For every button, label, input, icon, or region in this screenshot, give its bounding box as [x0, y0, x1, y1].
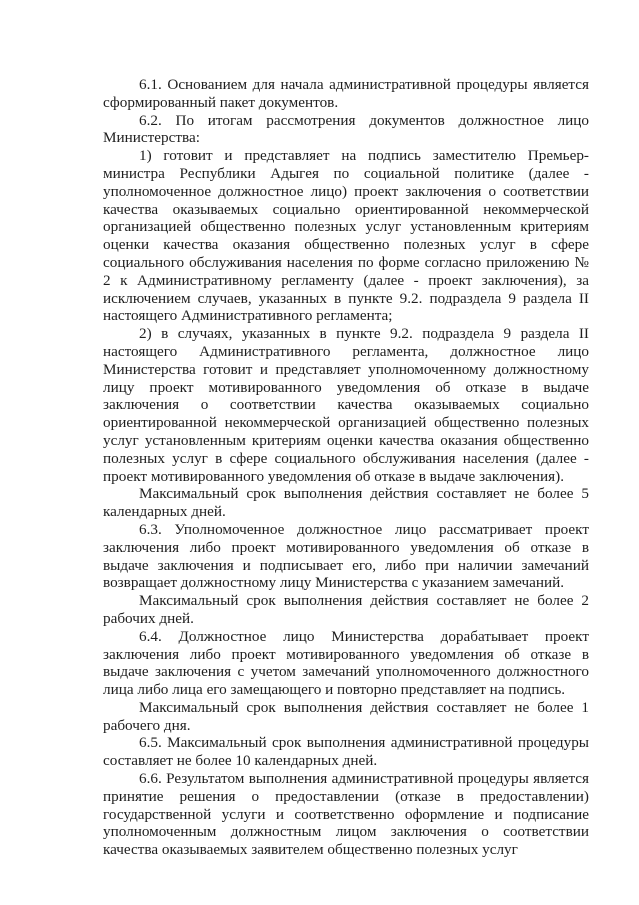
paragraph-6-2-item-1: 1) готовит и представляет на подпись заместителю Премьер-министра Республики Адыгея по социальной политике (далее - уполномоченное должностное лицо) проект заключения о соответствии качества оказываемых социально ориентированной некоммерческой организацией общественно полезных услуг установленным критериям оценки качества оказания общественно полезных услуг в сфере социального обслуживания населения по форме согласно приложению № 2 к Административному регламенту (далее - проект заключения), за исключением случаев, указанных в пункте 9.2. подраздела 9 раздела II настоящего Административного регламента; — [103, 147, 589, 325]
paragraph-6-3: 6.3. Уполномоченное должностное лицо рассматривает проект заключения либо проект мотивированного уведомления об отказе в выдаче заключения и подписывает его, либо при наличии замечаний возвращает должностному лицу Министерства с указанием замечаний. — [103, 520, 589, 592]
paragraph-6-5: 6.5. Максимальный срок выполнения административной процедуры составляет не более 10 календарных дней. — [103, 734, 589, 770]
document-body — [103, 76, 589, 859]
paragraph-6-1: 6.1. Основанием для начала административной процедуры является сформированный пакет документов. — [103, 76, 589, 111]
paragraph-6-4: 6.4. Должностное лицо Министерства дорабатывает проект заключения либо проект мотивированного уведомления об отказе в выдаче заключения с учетом замечаний уполномоченного должностного лица либо лица его замещающего и повторно представляет на подпись. — [103, 627, 589, 699]
paragraph-deadline-1-day: Максимальный срок выполнения действия составляет не более 1 рабочего дня. — [103, 698, 589, 734]
paragraph-deadline-2-days: Максимальный срок выполнения действия составляет не более 2 рабочих дней. — [103, 592, 589, 627]
paragraph-6-2-item-2: 2) в случаях, указанных в пункте 9.2. подраздела 9 раздела II настоящего Административного регламента, должностное лицо Министерства готовит и представляет уполномоченному должностному лицу проект мотивированного уведомления об отказе в выдаче заключения о соответствии качества оказываемых социально ориентированной некоммерческой организацией общественно полезных услуг установленным критериям оценки качества оказания общественно полезных услуг в сфере социального обслуживания населения (далее - проект мотивированного уведомления об отказе в выдаче заключения). — [103, 325, 589, 485]
paragraph-6-6: 6.6. Результатом выполнения административной процедуры является принятие решения о предоставлении (отказе в предоставлении) государственной услуги и соответственно оформление и подписание уполномоченным должностным лицом заключения о соответствии качества оказываемых заявителем общественно полезных услуг — [103, 770, 589, 859]
paragraph-6-2: 6.2. По итогам рассмотрения документов должностное лицо Министерства: — [103, 111, 589, 147]
paragraph-deadline-5-days: Максимальный срок выполнения действия составляет не более 5 календарных дней. — [103, 485, 589, 521]
